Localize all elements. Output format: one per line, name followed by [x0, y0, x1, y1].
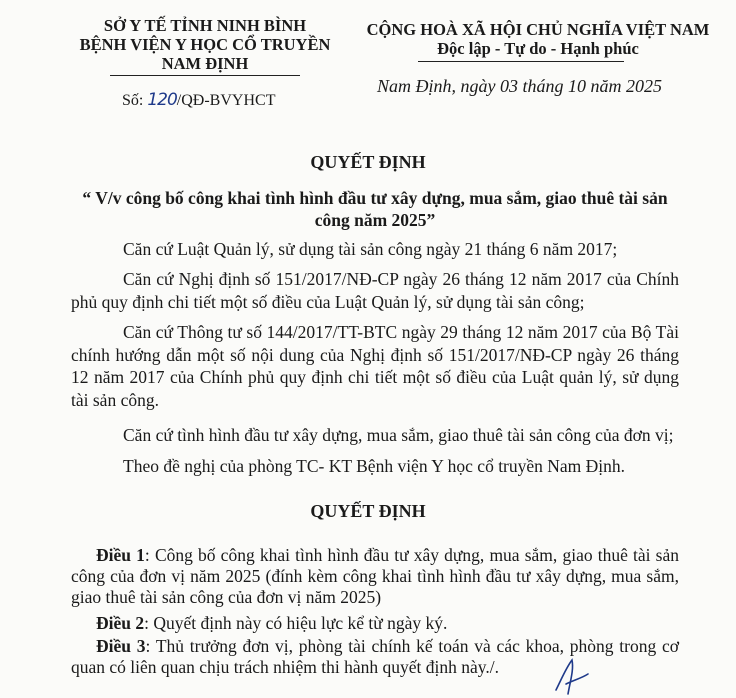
article-3-text: : Thủ trưởng đơn vị, phòng tài chính kế toán và các khoa, phòng trong cơ quan có liên quan chịu trách nhiệm thi hành quyết định này./.: [71, 636, 679, 677]
article-2-label: Điều 2: [96, 613, 145, 633]
place-date: Nam Định, ngày 03 tháng 10 năm 2025: [377, 76, 662, 96]
national-motto: [340, 20, 736, 58]
legal-basis-3: Căn cứ Thông tư số 144/2017/TT-BTC ngày 29 tháng 12 năm 2017 của Bộ Tài chính hướng dẫn một số nội dung của Nghị định số 151/2017/NĐ-CP ngày 26 tháng 12 năm 2017 của Chính phủ quy định chi tiết một số điều của Luật quản lý, sử dụng tài sản công.: [71, 322, 679, 410]
doc-number-suffix: /QĐ-BVYHCT: [176, 92, 276, 109]
article-3-label: Điều 3: [96, 636, 146, 656]
authority-parent: SỞ Y TẾ TỈNH NINH BÌNH: [103, 16, 307, 35]
document-subtitle: “ V/v công bố công khai tình hình đầu tư xây dựng, mua sắm, giao thuê tài sản công năm 2025”: [82, 188, 668, 230]
authority-name: BỆNH VIỆN Y HỌC CỔ TRUYỀN: [79, 35, 331, 54]
decision-heading: QUYẾT ĐỊNH: [310, 501, 426, 521]
document-title: QUYẾT ĐỊNH: [310, 152, 426, 172]
motto-underline: [418, 61, 624, 62]
article-1-label: Điều 1: [96, 545, 145, 565]
issuing-authority: [60, 16, 350, 73]
legal-basis-4: Căn cứ tình hình đầu tư xây dựng, mua sắm, giao thuê tài sản công của đơn vị;: [123, 425, 674, 445]
legal-basis-1: Căn cứ Luật Quản lý, sử dụng tài sản công ngày 21 tháng 6 năm 2017;: [123, 239, 618, 259]
nation-motto: Độc lập - Tự do - Hạnh phúc: [437, 39, 639, 58]
article-1-text: : Công bố công khai tình hình đầu tư xây dựng, mua sắm, giao thuê tài sản công của đơn vị năm 2025 (đính kèm công khai tình hình đầu tư xây dựng, mua sắm, giao thuê tài sản công của đơn vị năm 2025): [71, 545, 680, 607]
authority-city: NAM ĐỊNH: [161, 54, 249, 73]
legal-basis-2: Căn cứ Nghị định số 151/2017/NĐ-CP ngày 26 tháng 12 năm 2017 của Chính phủ quy định chi tiết một số điều của Luật Quản lý, sử dụng tài sản công;: [71, 269, 679, 312]
doc-number-handwritten: 120: [147, 90, 177, 110]
authority-underline: [110, 75, 300, 76]
document-number: [122, 90, 275, 110]
article-1: [71, 545, 679, 608]
article-2: [71, 613, 679, 634]
article-2-text: : Quyết định này có hiệu lực kể từ ngày ký.: [144, 613, 448, 633]
doc-number-prefix: Số:: [122, 92, 148, 109]
nation-name: CỘNG HOÀ XÃ HỘI CHỦ NGHĨA VIỆT NAM: [366, 20, 710, 39]
initials-signature: [552, 654, 592, 698]
legal-basis-5: Theo đề nghị của phòng TC- KT Bệnh viện Y học cổ truyền Nam Định.: [123, 456, 626, 476]
